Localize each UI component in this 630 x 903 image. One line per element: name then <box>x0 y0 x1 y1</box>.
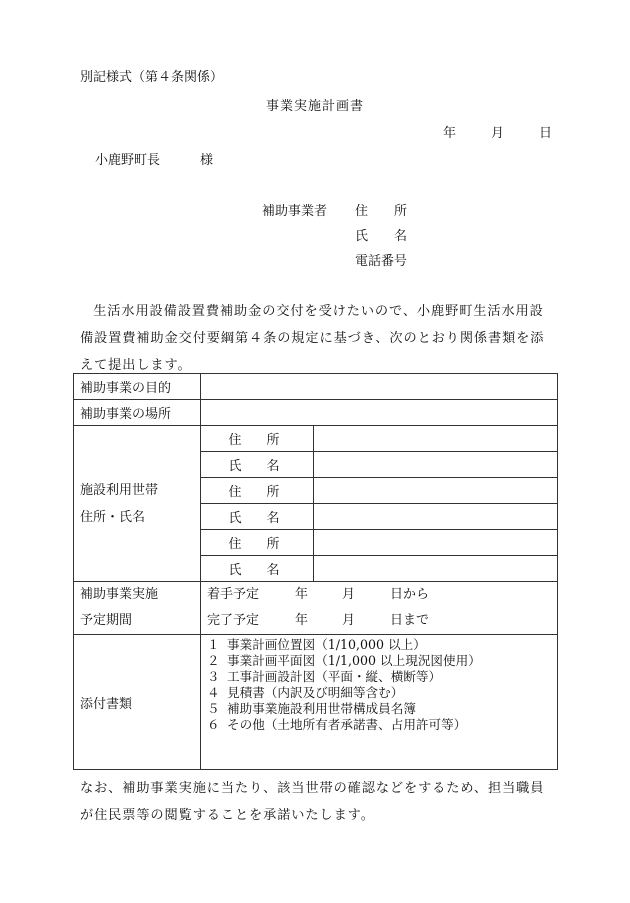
attachment-text: その他（土地所有者承諾書、占用許可等） <box>227 717 467 732</box>
household-name-value <box>314 452 558 478</box>
consent-note: なお、補助事業実施に当たり、該当世帯の確認などをするため、担当職員が住民票等の閲覧することを承諾いたします。 <box>80 781 545 823</box>
attachment-text: 事業計画位置図（1/10,000 以上） <box>227 637 426 652</box>
attachment-number: ５ <box>207 701 220 716</box>
end-label: 完了予定 <box>207 613 260 628</box>
household-name-label: 氏 名 <box>201 556 314 582</box>
period-value <box>201 582 558 635</box>
attachment-text: 補助事業施設利用世帯構成員名簿 <box>227 701 416 716</box>
attachment-item <box>207 701 551 717</box>
attachment-number: １ <box>207 637 220 652</box>
attachment-text: 見積書（内訳及び明細等含む） <box>227 685 404 700</box>
attachment-text: 工事計画設計図（平面・縦、横断等） <box>227 669 442 684</box>
facility-label <box>74 426 201 582</box>
household-name-value <box>314 556 558 582</box>
plan-table <box>73 373 558 770</box>
end-day: 日まで <box>390 613 430 628</box>
document-title: 事業実施計画書 <box>265 99 364 114</box>
attachment-number: ２ <box>207 653 220 668</box>
household-address-label: 住 所 <box>201 426 314 452</box>
applicant-role: 補助事業者 <box>262 204 328 219</box>
location-label: 補助事業の場所 <box>74 400 201 426</box>
attachments-label: 添付書類 <box>74 635 201 770</box>
period-label-line1: 補助事業実施 <box>80 587 159 602</box>
attachment-item <box>207 685 551 701</box>
start-day: 日から <box>390 587 430 602</box>
application-paragraph: 生活水用設備設置費補助金の交付を受けたいので、小鹿野町生活水用設備設置費補助金交付要綱第４条の規定に基づき、次のとおり関係書類を添えて提出します。 <box>80 304 545 373</box>
date-month: 月 <box>491 126 505 141</box>
date-day: 日 <box>539 126 553 141</box>
household-address-value <box>314 426 558 452</box>
end-month: 月 <box>342 613 356 628</box>
attachment-item <box>207 653 551 669</box>
attachment-number: ６ <box>207 717 220 732</box>
start-schedule <box>207 582 551 608</box>
start-label: 着手予定 <box>207 587 260 602</box>
purpose-value <box>201 374 558 400</box>
attachment-number: ３ <box>207 669 220 684</box>
table-row <box>74 635 558 770</box>
attachment-text: 事業計画平面図（1/1,000 以上現況図使用） <box>227 653 481 668</box>
purpose-label: 補助事業の目的 <box>74 374 201 400</box>
facility-label-line1: 施設利用世帯 <box>80 482 159 498</box>
household-name-label: 氏 名 <box>201 504 314 530</box>
attachments-list <box>201 635 558 770</box>
attachment-item <box>207 717 551 733</box>
attachment-number: ４ <box>207 685 220 700</box>
household-name-label: 氏 名 <box>201 452 314 478</box>
date-year: 年 <box>443 126 457 141</box>
addressee: 小鹿野町長 <box>95 153 161 168</box>
location-value <box>201 400 558 426</box>
table-row <box>74 400 558 426</box>
table-row <box>74 582 558 635</box>
table-row <box>74 426 558 452</box>
period-label <box>74 582 201 635</box>
household-address-label: 住 所 <box>201 478 314 504</box>
attachment-item <box>207 669 551 685</box>
facility-label-line2: 住所・氏名 <box>80 509 146 525</box>
applicant-address-label: 住 所 <box>355 204 408 219</box>
form-label: 別記様式（第４条関係） <box>80 70 224 85</box>
honorific: 様 <box>200 153 214 168</box>
period-label-line2: 予定期間 <box>80 613 133 628</box>
household-address-label: 住 所 <box>201 530 314 556</box>
end-year: 年 <box>295 613 309 628</box>
applicant-name-label: 氏 名 <box>355 229 408 244</box>
applicant-phone-label: 電話番号 <box>355 254 408 269</box>
start-month: 月 <box>342 587 356 602</box>
attachment-item <box>207 637 551 653</box>
household-address-value <box>314 530 558 556</box>
household-name-value <box>314 504 558 530</box>
end-schedule <box>207 608 551 634</box>
start-year: 年 <box>295 587 309 602</box>
table-row <box>74 374 558 400</box>
household-address-value <box>314 478 558 504</box>
